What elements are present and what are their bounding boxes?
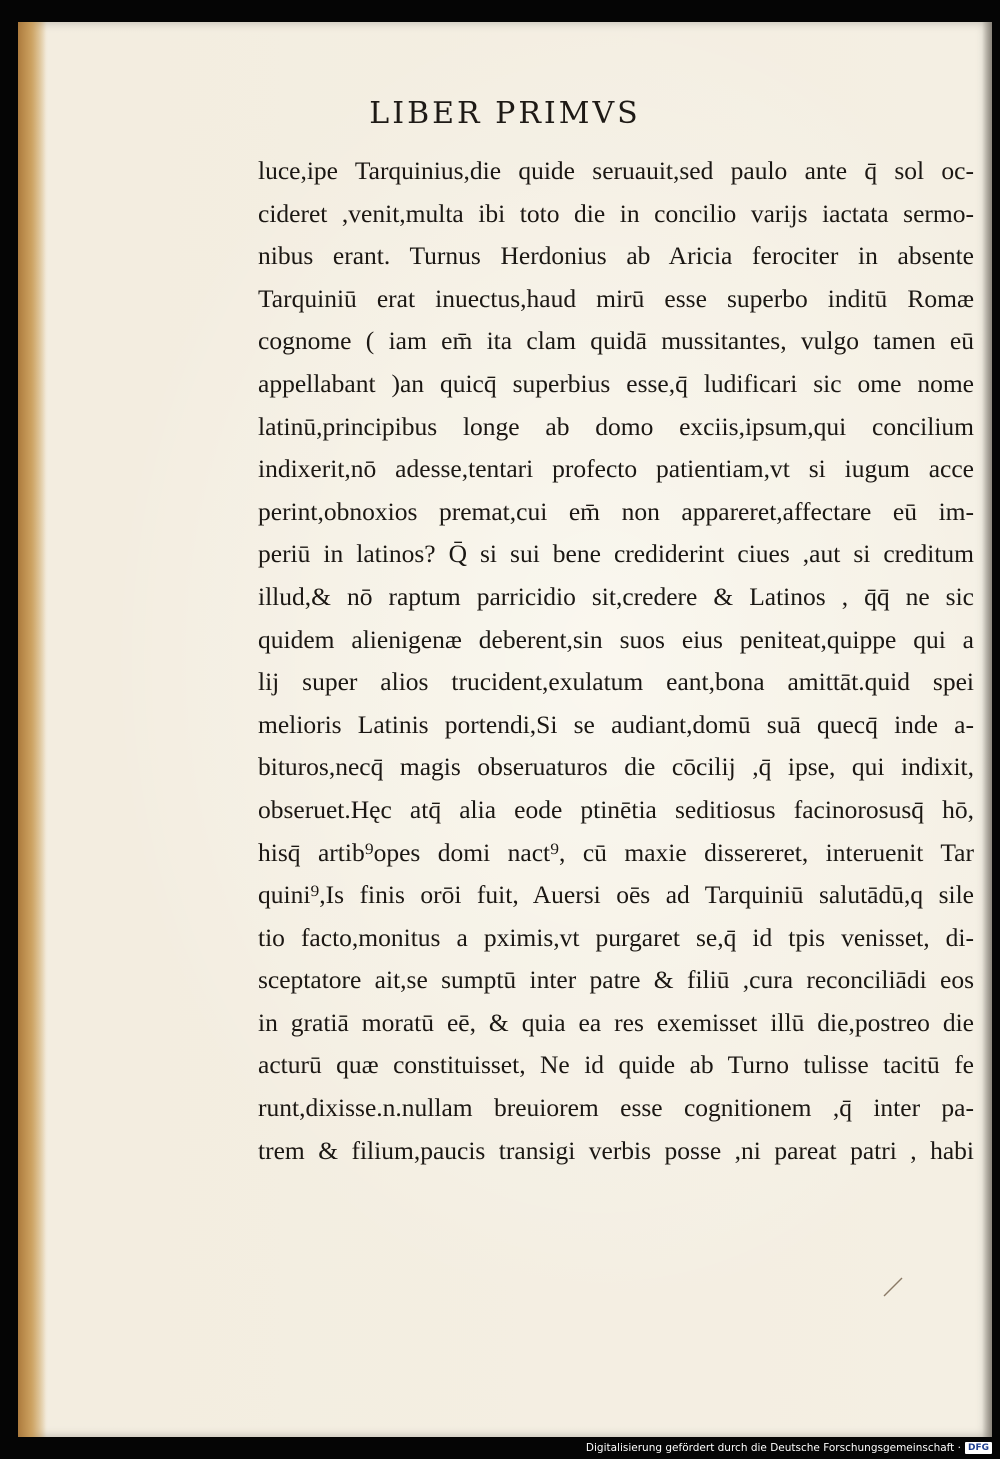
text-line: melioris Latinis portendi,Si se audiant,domū suā quecq̄ inde a- xyxy=(258,709,974,739)
text-line: quidem alienigenæ deberent,sin suos eius peniteat,quippe qui a xyxy=(258,624,974,654)
text-line: nibus erant. Turnus Herdonius ab Aricia ferociter in absente xyxy=(258,241,974,271)
text-line: illud,& nō raptum parricidio sit,credere & Latinos , q̄q̄ ne sic xyxy=(258,581,974,611)
text-line: cideret ,venit,multa ibi toto die in concilio varijs iactata sermo- xyxy=(258,198,974,228)
dfg-logo-icon[interactable]: DFG xyxy=(965,1442,992,1454)
text-line: in gratiā moratū eē, & quia ea res exemisset illū die,postreo die xyxy=(258,1007,974,1037)
page-gutter-edge xyxy=(18,22,46,1437)
text-line: perint,obnoxios premat,cui em̄ non appareret,affectare eū im- xyxy=(258,496,974,526)
text-line: lij super alios trucident,exulatum eant,bona amittāt.quid spei xyxy=(258,667,974,697)
text-line: cognome ( iam em̄ ita clam quidā mussitantes, vulgo tamen eū xyxy=(258,326,974,356)
text-line: obseruet.Hęc atq̄ alia eode ptinētia seditiosus facinorosusq̄ hō, xyxy=(258,794,974,824)
pencil-mark xyxy=(880,1274,906,1300)
text-line: indixerit,nō adesse,tentari profecto patientiam,vt si iugum acce xyxy=(258,454,974,484)
funding-credit-text: Digitalisierung gefördert durch die Deutsche Forschungsgemeinschaft · xyxy=(585,1442,961,1454)
text-line: bituros,necq̄ magis obseruaturos die cōcilij ,q̄ ipse, qui indixit, xyxy=(258,752,974,782)
text-line: appellabant )an quicq̄ superbius esse,q̄ ludificari sic ome nome xyxy=(258,368,974,398)
text-line: Tarquiniū erat inuectus,haud mirū esse superbo inditū Romæ xyxy=(258,283,974,313)
text-line: tio facto,monitus a pximis,vt purgaret se,q̄ id tpis venisset, di- xyxy=(258,922,974,952)
text-line: luce,ipe Tarquinius,die quide seruauit,sed paulo ante q̄ sol oc- xyxy=(258,156,974,185)
text-line: quini⁹,Is finis orōi fuit, Auersi oēs ad Tarquiniū salutādū,q sile xyxy=(258,880,974,910)
text-line: trem & filium,paucis transigi verbis posse ,ni pareat patri , habi xyxy=(258,1135,974,1165)
text-line: latinū,principibus longe ab domo exciis,ipsum,qui concilium xyxy=(258,411,974,441)
body-text xyxy=(258,150,988,1172)
text-line: hisq̄ artib⁹opes domi nact⁹, cū maxie dissereret, interuenit Tar xyxy=(258,837,974,867)
text-line: periū in latinos? Q̄ si sui bene crediderint ciues ,aut si creditum xyxy=(258,539,974,569)
footer-credit xyxy=(586,1440,992,1456)
text-line: runt,dixisse.n.nullam breuiorem esse cognitionem ,q̄ inter pa- xyxy=(258,1093,974,1123)
book-page xyxy=(18,22,992,1437)
text-line: acturū quæ constituisset, Ne id quide ab Turno tulisse tacitū fe xyxy=(258,1050,974,1080)
running-head: LIBER PRIMVS xyxy=(369,96,641,131)
text-line: sceptatore ait,se sumptū inter patre & filiū ,cura reconciliādi eos xyxy=(258,965,974,995)
